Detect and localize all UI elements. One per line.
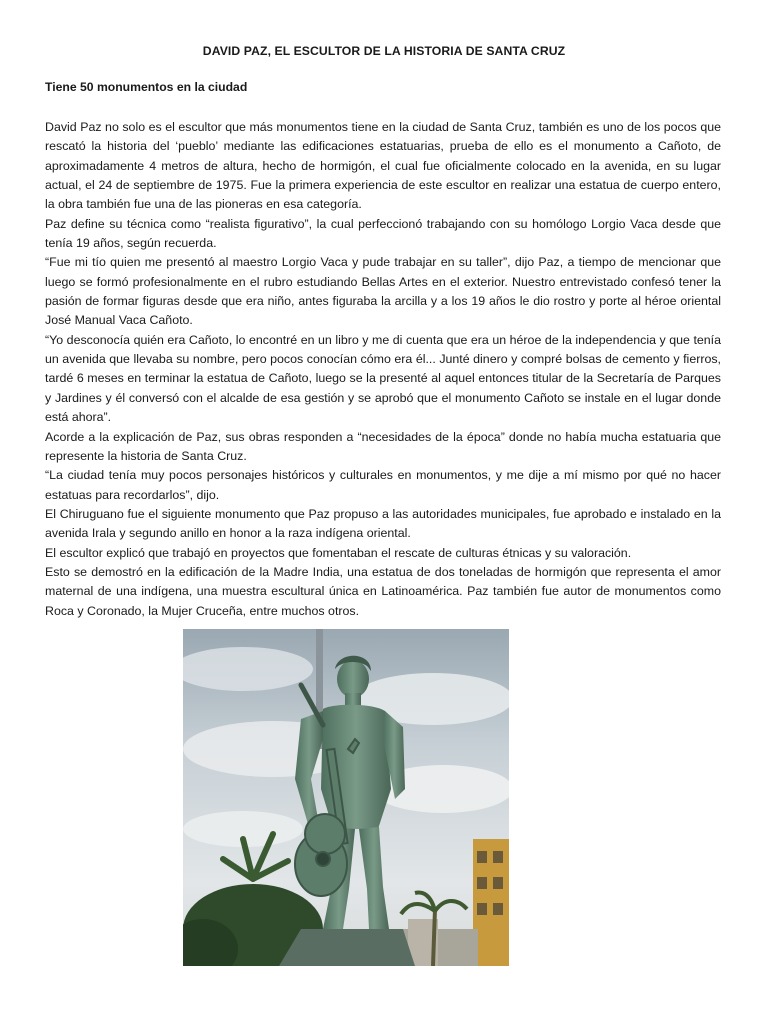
statue-photo xyxy=(183,629,509,966)
article-title: DAVID PAZ, EL ESCULTOR DE LA HISTORIA DE SANTA CRUZ xyxy=(202,44,566,58)
paragraph: “Yo desconocía quién era Cañoto, lo encontré en un libro y me di cuenta que era un héroe de la independencia y que tenía un avenida que llevaba su nombre, pero pocos conocían cómo era él... Junté dinero y compré bolsas de cemento y fierros, tardé 6 meses en terminar la estatua de Cañoto, luego se la presenté al aquel entonces titular de la Secretaría de Parques y Jardines y él conversó con el alcalde de esa gestión y se aprobó que el monumento Cañoto se instale en el lugar donde está ahora”. xyxy=(45,332,721,425)
article-body xyxy=(45,118,721,621)
paragraph: “Fue mi tío quien me presentó al maestro Lorgio Vaca y pude trabajar en su taller”, dijo Paz, a tiempo de mencionar que luego se formó profesionalmente en el rubro estudiando Bellas Artes en el exterior. Nuestro entrevistado confesó tener la pasión de formar figuras desde que era niño, antes figuraba la arcilla y a los 19 años le dio rostro y porte al héroe oriental José Manual Vaca Cañoto. xyxy=(45,255,721,328)
paragraph: Acorde a la explicación de Paz, sus obras responden a “necesidades de la época” donde no había mucha estatuaria que represente la historia de Santa Cruz. xyxy=(45,429,721,463)
paragraph: Paz define su técnica como “realista figurativo”, la cual perfeccionó trabajando con su homólogo Lorgio Vaca desde que tenía 19 años, según recuerda. xyxy=(45,216,721,251)
paragraph: El escultor explicó que trabajó en proyectos que fomentaban el rescate de culturas étnicas y su valoración. xyxy=(45,545,632,560)
statue-image xyxy=(183,629,509,966)
article-subtitle: Tiene 50 monumentos en la ciudad xyxy=(45,80,248,94)
paragraph: El Chiruguano fue el siguiente monumento que Paz propuso a las autoridades municipales, fue aprobado e instalado en la avenida Irala y segundo anillo en honor a la raza indígena oriental. xyxy=(45,506,721,541)
paragraph: David Paz no solo es el escultor que más monumentos tiene en la ciudad de Santa Cruz, también es uno de los pocos que rescató la historia del ‘pueblo’ mediante las edificaciones estatuarias, prueba de ello es el monumento a Cañoto, de aproximadamente 4 metros de altura, hecho de hormigón, el cual fue oficialmente colocado en la avenida, en su lugar actual, el 24 de septiembre de 1975. Fue la primera experiencia de este escultor en realizar una estatua de cuerpo entero, la obra también fue una de las pioneras en esa categoría. xyxy=(45,120,721,212)
paragraph: “La ciudad tenía muy pocos personajes históricos y culturales en monumentos, y me dije a mí mismo por qué no hacer estatuas para recordarlos”, dijo. xyxy=(45,468,721,502)
paragraph: Esto se demostró en la edificación de la Madre India, una estatua de dos toneladas de hormigón que representa el amor maternal de una indígena, una muestra escultural única en Latinoamérica. Paz también fue autor de monumentos como Roca y Coronado, la Mujer Cruceña, entre muchos otros. xyxy=(45,564,721,618)
